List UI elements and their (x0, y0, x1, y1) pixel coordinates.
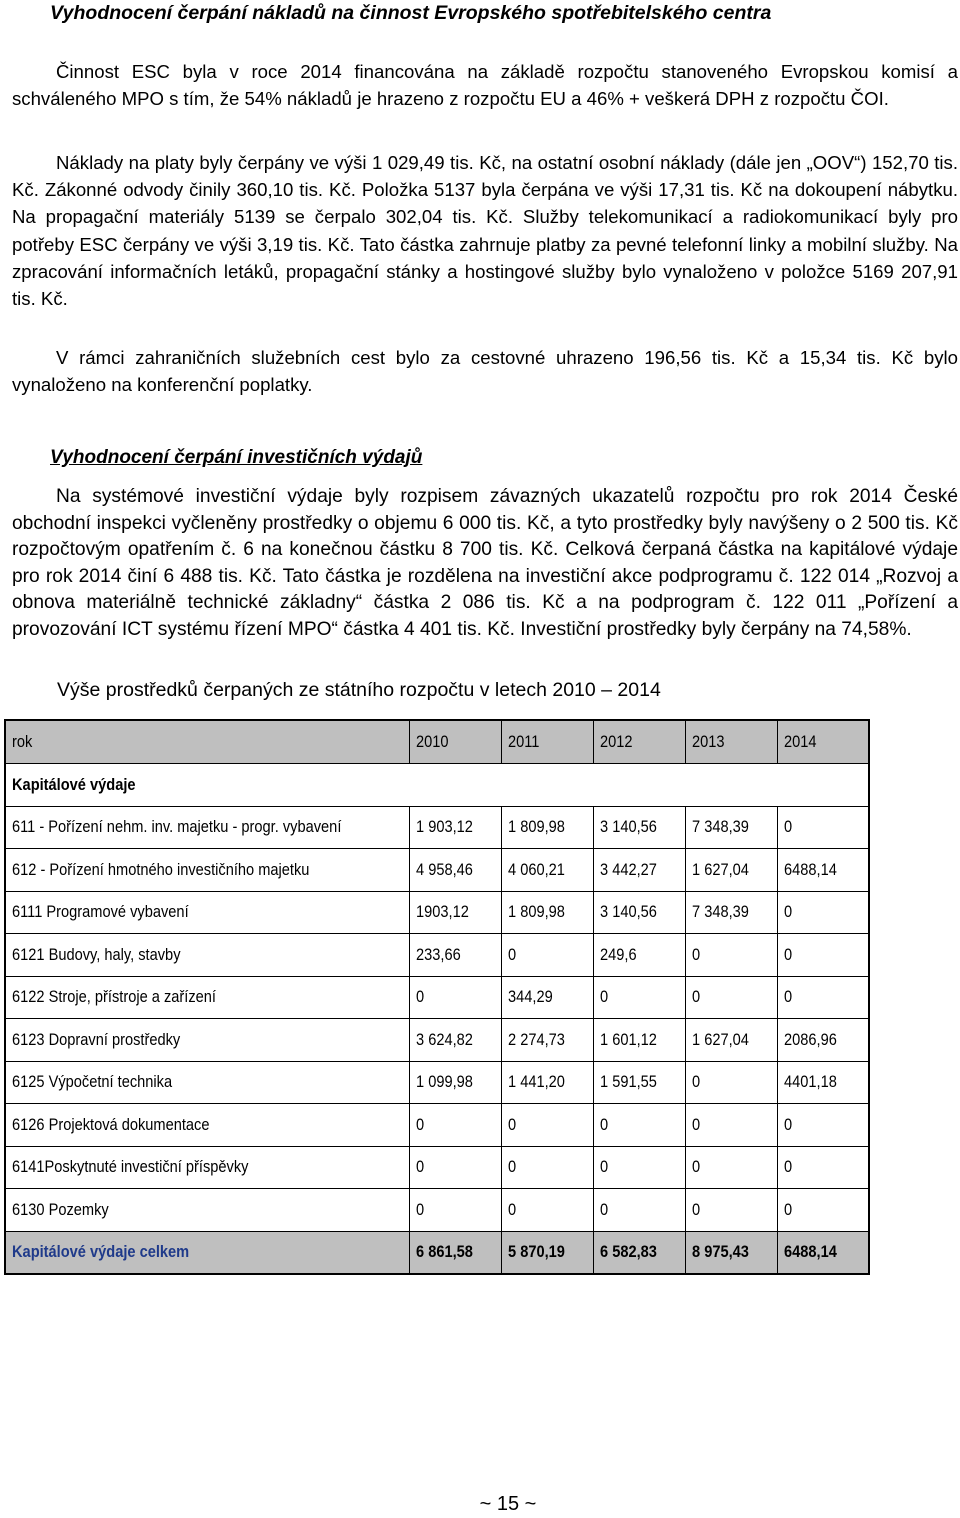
header-cell-2010: 2010 (409, 720, 501, 763)
total-value-cell: 6488,14 (777, 1231, 869, 1274)
value-cell: 4 958,46 (409, 849, 501, 892)
table-row (5, 849, 869, 892)
table-caption: Výše prostředků čerpaných ze státního rozpočtu v letech 2010 – 2014 (57, 679, 661, 701)
value-cell: 3 624,82 (409, 1019, 501, 1062)
row-label-cell: 6123 Dopravní prostředky (5, 1019, 409, 1062)
value-cell: 0 (409, 1146, 501, 1189)
row-label-cell: 6130 Pozemky (5, 1189, 409, 1232)
value-cell: 0 (409, 976, 501, 1019)
table-row (5, 806, 869, 849)
value-cell: 0 (685, 976, 777, 1019)
row-label-cell: 6121 Budovy, haly, stavby (5, 934, 409, 977)
value-cell: 0 (777, 976, 869, 1019)
value-cell: 0 (777, 1104, 869, 1147)
value-cell: 0 (409, 1104, 501, 1147)
value-cell: 4 060,21 (501, 849, 593, 892)
value-cell: 1 809,98 (501, 806, 593, 849)
table-row (5, 976, 869, 1019)
total-value-cell: 8 975,43 (685, 1231, 777, 1274)
value-cell: 3 140,56 (593, 891, 685, 934)
total-label-cell: Kapitálové výdaje celkem (5, 1231, 409, 1274)
value-cell: 4401,18 (777, 1061, 869, 1104)
section-label-capital: Kapitálové výdaje (5, 763, 869, 806)
paragraph-esc-costs: Náklady na platy byly čerpány ve výši 1 029,49 tis. Kč, na ostatní osobní náklady (dále jen „OOV“) 152,70 tis. Kč. Zákonné odvody činily 360,10 tis. Kč. Položka 5137 byla čerpána ve výši 17,31 tis. Kč na dokoupení nábytku. Na propagační materiály 5139 se čerpalo 302,04 tis. Kč. Služby telekomunikací a radiokomunikací byly pro potřeby ESC čerpány ve výši 3,19 tis. Kč. Tato částka zahrnuje platby za pevné telefonní linky a mobilní služby. Na zpracování informačních letáků, propagační stánky a hostingové služby bylo vynaloženo v položce 5169 207,91 tis. Kč. (12, 152, 958, 310)
value-cell: 0 (777, 891, 869, 934)
value-cell: 2 274,73 (501, 1019, 593, 1062)
header-cell-2014: 2014 (777, 720, 869, 763)
row-label-cell: 6126 Projektová dokumentace (5, 1104, 409, 1147)
table-row (5, 1061, 869, 1104)
value-cell: 3 442,27 (593, 849, 685, 892)
table-row (5, 1146, 869, 1189)
value-cell: 6488,14 (777, 849, 869, 892)
value-cell: 0 (685, 1104, 777, 1147)
value-cell: 0 (593, 1146, 685, 1189)
header-cell-2013: 2013 (685, 720, 777, 763)
paragraph-esc-funding: Činnost ESC byla v roce 2014 financována na základě rozpočtu stanoveného Evropskou komisí a schváleného MPO s tím, že 54% nákladů je hrazeno z rozpočtu EU a 46% + veškerá DPH z rozpočtu ČOI. (12, 61, 958, 110)
section-title-esc: Vyhodnocení čerpání nákladů na činnost Evropského spotřebitelského centra (50, 2, 772, 24)
value-cell: 249,6 (593, 934, 685, 977)
row-label-cell: 6141Poskytnuté investiční příspěvky (5, 1146, 409, 1189)
header-cell-2011: 2011 (501, 720, 593, 763)
value-cell: 0 (777, 1189, 869, 1232)
header-cell-year: rok (5, 720, 409, 763)
table-total-row (5, 1231, 869, 1274)
value-cell: 2086,96 (777, 1019, 869, 1062)
value-cell: 1 099,98 (409, 1061, 501, 1104)
value-cell: 0 (593, 1189, 685, 1232)
table-row (5, 891, 869, 934)
value-cell: 1 627,04 (685, 1019, 777, 1062)
value-cell: 0 (409, 1189, 501, 1232)
value-cell: 0 (501, 1104, 593, 1147)
value-cell: 0 (501, 1189, 593, 1232)
value-cell: 3 140,56 (593, 806, 685, 849)
value-cell: 233,66 (409, 934, 501, 977)
value-cell: 1 591,55 (593, 1061, 685, 1104)
value-cell: 1903,12 (409, 891, 501, 934)
value-cell: 7 348,39 (685, 806, 777, 849)
value-cell: 0 (777, 934, 869, 977)
total-value-cell: 6 582,83 (593, 1231, 685, 1274)
value-cell: 1 903,12 (409, 806, 501, 849)
value-cell: 0 (685, 1189, 777, 1232)
row-label-cell: 611 - Pořízení nehm. inv. majetku - progr. vybavení (5, 806, 409, 849)
page-number: ~ 15 ~ (479, 1493, 537, 1515)
table-row (5, 934, 869, 977)
value-cell: 1 627,04 (685, 849, 777, 892)
value-cell: 1 601,12 (593, 1019, 685, 1062)
table-section-row (5, 763, 869, 806)
total-value-cell: 6 861,58 (409, 1231, 501, 1274)
value-cell: 0 (501, 1146, 593, 1189)
value-cell: 0 (593, 976, 685, 1019)
value-cell: 0 (685, 1146, 777, 1189)
capital-expenditure-table (4, 719, 870, 1275)
section-title-investment: Vyhodnocení čerpání investičních výdajů (50, 447, 423, 468)
table-row (5, 1104, 869, 1147)
value-cell: 0 (685, 934, 777, 977)
value-cell: 1 441,20 (501, 1061, 593, 1104)
table-row (5, 1189, 869, 1232)
row-label-cell: 6111 Programové vybavení (5, 891, 409, 934)
header-cell-2012: 2012 (593, 720, 685, 763)
paragraph-investment: Na systémové investiční výdaje byly rozpisem závazných ukazatelů rozpočtu pro rok 2014 České obchodní inspekci vyčleněny prostředky o objemu 6 000 tis. Kč, a tyto prostředky byly navýšeny o 2 500 tis. Kč rozpočtovým opatřením č. 6 na konečnou částku 8 700 tis. Kč. Celková čerpaná částka na kapitálové výdaje pro rok 2014 činí 6 488 tis. Kč. Tato částka je rozdělena na investiční akce podprogramu č. 122 014 „Rozvoj a obnova materiálně technické základny“ částka 2 086 tis. Kč a na podprogram č. 122 011 „Pořízení a provozování ICT systému řízení MPO“ částka 4 401 tis. Kč. Investiční prostředky byly čerpány na 74,58%. (12, 486, 958, 640)
total-value-cell: 5 870,19 (501, 1231, 593, 1274)
paragraph-esc-travel: V rámci zahraničních služebních cest bylo za cestovné uhrazeno 196,56 tis. Kč a 15,34 tis. Kč bylo vynaloženo na konferenční poplatky. (12, 347, 958, 396)
value-cell: 1 809,98 (501, 891, 593, 934)
value-cell: 344,29 (501, 976, 593, 1019)
table-header-row (5, 720, 869, 763)
value-cell: 0 (685, 1061, 777, 1104)
row-label-cell: 612 - Pořízení hmotného investičního majetku (5, 849, 409, 892)
table-row (5, 1019, 869, 1062)
row-label-cell: 6125 Výpočetní technika (5, 1061, 409, 1104)
value-cell: 0 (777, 1146, 869, 1189)
row-label-cell: 6122 Stroje, přístroje a zařízení (5, 976, 409, 1019)
value-cell: 0 (501, 934, 593, 977)
value-cell: 7 348,39 (685, 891, 777, 934)
value-cell: 0 (777, 806, 869, 849)
value-cell: 0 (593, 1104, 685, 1147)
